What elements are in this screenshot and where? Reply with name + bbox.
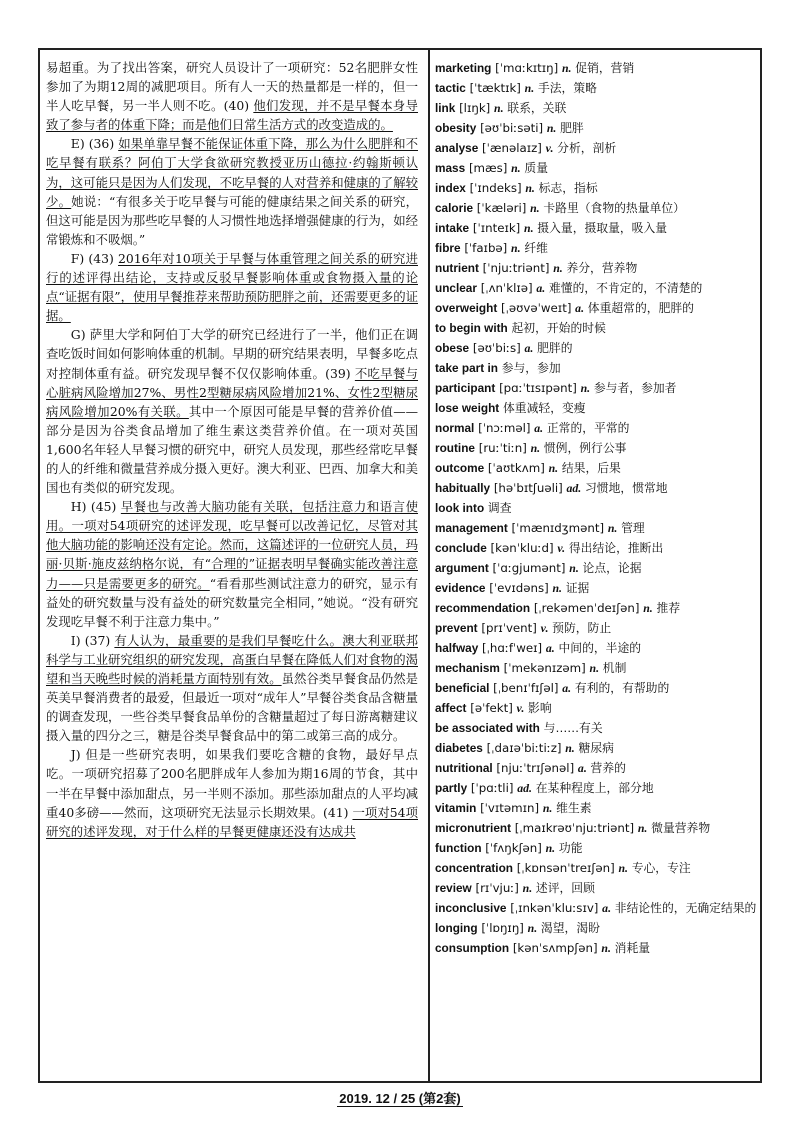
vocab-word: nutritional [435,761,493,775]
vocab-part-of-speech: v. [540,621,549,635]
vocab-definition: 结果，后果 [561,461,621,475]
vocab-part-of-speech: ad. [566,481,582,495]
vocab-entry [435,518,757,538]
vocab-phonetic: [ˈaʊtkʌm] [487,461,545,475]
page-footer [0,1088,800,1107]
vocab-entry [435,498,757,518]
vocab-part-of-speech: n. [530,441,541,455]
vocab-word: obesity [435,121,477,135]
vocab-entry [435,478,757,498]
vocab-word: argument [435,561,489,575]
paragraph [46,631,418,746]
vocab-word: lose weight [435,401,500,415]
vocab-word: tactic [435,81,466,95]
vocab-word: affect [435,701,467,715]
vocab-entry [435,658,757,678]
vocab-definition: 中间的，半途的 [558,641,642,655]
vocab-definition: 肥胖的 [537,341,573,355]
underlined-answer-text: 有人认为，最重要的是我们早餐吃什么。澳大利亚联邦科学与工业研究组织的研究发现，高蛋白早餐在降低人们对食物的渴望和当天晚些时候的消耗量方面特别有效。 [46,632,419,686]
vocab-definition: 手法，策略 [537,81,597,95]
vocab-phonetic: [ˈlɒŋɪŋ] [481,921,524,935]
vocab-entry [435,618,757,638]
vocab-definition: 非结论性的，无确定结果的 [614,901,757,915]
paragraph [46,497,418,631]
vocab-entry [435,778,757,798]
vocab-part-of-speech: n. [552,581,562,595]
vocab-entry [435,318,757,338]
vocab-part-of-speech: n. [601,941,611,955]
vocab-definition: 专心，专注 [631,861,691,875]
vocab-word: index [435,181,466,195]
vocab-definition: 论点，论据 [582,561,642,575]
paragraph-text: 虽然谷类早餐食品仍然是英美早餐消费者的最爱，但最近一项对“成年人”早餐谷类食品含糖量的调查发现，一些谷类早餐食品单份的含糖量超过了每日游离糖建议摄入量的四分之三，糖是谷类早餐食品中的第二或第三高的成分。 [46,671,419,744]
vocab-part-of-speech: n. [511,161,521,175]
vocab-part-of-speech: a. [534,421,544,435]
vocab-entry [435,558,757,578]
paragraph-text: E) (36) [70,136,119,152]
vocab-part-of-speech: n. [542,801,553,815]
vocab-definition: 预防，防止 [552,621,612,635]
paragraph-text: 其中一个原因可能是早餐的营养价值——部分是因为谷类食品增加了维生素这类营养价值。在一项对英国1,600名年轻人早餐习惯的研究中，研究人员发现，那些经常吃早餐的人的纤维和微量营养成分摄入更好。澳大利亚、巴西、加拿大和美国也有类似的研究发现。 [46,403,419,496]
vocab-word: vitamin [435,801,477,815]
vocab-definition: 正常的，平常的 [546,421,630,435]
vocab-word: consumption [435,941,510,955]
vocab-definition: 证据 [565,581,590,595]
underlined-answer-text: 早餐也与改善大脑功能有关联，包括注意力和语言使用。一项对54项研究的述评发现，吃早餐可以改善记忆，尽管对其他大脑功能的影响还没有定论。然而，这篇述评的一位研究人员，玛丽·贝斯·施皮兹纳格尔说，有“合理的”证据表明早餐确实能改善注意力——只是需要更多的研究。 [46,499,419,591]
vocab-entry [435,918,757,938]
vocab-word: function [435,841,482,855]
vocab-part-of-speech: a. [602,901,612,915]
footer-date-label: 2019. 12 / 25 (第2套) [339,1091,461,1106]
vocab-part-of-speech: n. [545,841,556,855]
vocab-phonetic: [əˈfekt] [470,701,513,715]
paragraph-text: 易超重。为了找出答案，研究人员设计了一项研究：52名肥胖女性参加了为期12周的减肥项目。所有人一天的热量都是一样的，但一半人吃早餐，另一半人则不吃。(40) [46,60,418,114]
vocab-entry [435,178,757,198]
vocab-part-of-speech: n. [525,181,535,195]
vocab-part-of-speech: n. [546,121,557,135]
vocab-entry [435,638,757,658]
vocab-part-of-speech: n. [511,241,521,255]
vocab-part-of-speech: n. [522,881,533,895]
vocab-definition: 质量 [524,161,548,175]
vocab-word: to begin with [435,321,508,335]
vocab-entry [435,538,757,558]
paragraph [46,745,418,840]
vocab-part-of-speech: n. [524,221,534,235]
paragraph-text: I) (37) [70,632,115,648]
vocab-part-of-speech: n. [524,81,535,95]
vocab-word: micronutrient [435,821,512,835]
vocab-entry [435,898,757,918]
vocab-definition: 述评，回顾 [535,881,595,895]
vocab-entry [435,938,757,958]
vocab-phonetic: [ˌrekəmenˈdeɪʃən] [533,601,640,615]
vocab-word: normal [435,421,475,435]
vocab-entry [435,78,757,98]
vocab-part-of-speech: n. [589,661,600,675]
vocab-phonetic: [lɪŋk] [459,101,491,115]
vocab-definition: 纤维 [524,241,548,255]
vocab-word: analyse [435,141,479,155]
vocab-definition: 营养的 [590,761,626,775]
vocab-part-of-speech: n. [580,381,591,395]
underlined-answer-text: 一项对54项研究的述评发现，对于什么样的早餐更健康还没有达成共 [46,804,418,839]
vocab-definition: 渴望，渴盼 [540,921,600,935]
vocab-word: inconclusive [435,901,507,915]
vocab-phonetic: [ˈmekənɪzəm] [503,661,586,675]
vocab-entry [435,238,757,258]
vocab-phonetic: [həˈbɪtʃuəli] [493,481,563,495]
vocab-entry [435,338,757,358]
vocab-phonetic: [ˈnjuːtriənt] [482,261,550,275]
vocab-definition: 推荐 [656,601,681,615]
vocab-phonetic: [prɪˈvent] [481,621,537,635]
vocab-part-of-speech: v. [557,541,566,555]
vocab-word: nutrient [435,261,479,275]
vocab-phonetic: [ˈtæktɪk] [469,81,521,95]
paragraph-text: 她说：“有很多关于吃早餐与可能的健康结果之间关系的研究，但这可能是因为那些吃早餐的人习惯性地选择增强健康的行为，如经常锻炼和不吸烟。” [46,193,418,247]
vocab-part-of-speech: n. [643,601,653,615]
vocab-phonetic: [ˈmænɪdʒmənt] [511,521,605,535]
vocab-phonetic: [ˈmɑːkɪtɪŋ] [495,61,559,75]
vocab-word: obese [435,341,470,355]
vocab-part-of-speech: n. [565,741,575,755]
vocab-definition: 标志，指标 [538,181,598,195]
vocab-phonetic: [kənˈsʌmpʃən] [512,941,598,955]
paragraph-text: G) 萨里大学和阿伯丁大学的研究已经进行了一半，他们正在调查吃饭时间如何影响体重的机制。早期的研究结果表明，早餐多吃点对控制体重有益。研究发现早餐不仅仅影响体重。(39) [46,327,418,381]
vocab-definition: 管理 [621,521,645,535]
vocab-word: overweight [435,301,498,315]
paragraph [46,58,418,134]
vocab-entry [435,698,757,718]
vocab-part-of-speech: v. [516,701,525,715]
vocab-definition: 维生素 [556,801,592,815]
vocab-definition: 体重减轻，变瘦 [503,401,586,415]
vocab-phonetic: [ˈfaɪbə] [464,241,508,255]
vocab-part-of-speech: a. [536,281,546,295]
vocab-word: link [435,101,456,115]
vocab-part-of-speech: a. [575,301,585,315]
vocab-word: take part in [435,361,498,375]
vocab-entry [435,758,757,778]
vocab-entry [435,818,757,838]
vocab-part-of-speech: n. [562,61,572,75]
vocab-entry [435,158,757,178]
vocab-word: concentration [435,861,513,875]
paragraph-text: “看看那些测试注意力的研究，显示有益处的研究数量与没有益处的研究数量完全相同，”她说。“没有研究发现吃早餐不利于注意力集中。” [46,575,418,629]
vocab-part-of-speech: ad. [517,781,532,795]
vocab-word: routine [435,441,475,455]
vocab-phonetic: [ˌɪnkənˈkluːsɪv] [510,901,599,915]
vocab-definition: 微量营养物 [651,821,711,835]
vocab-word: management [435,521,508,535]
vocab-part-of-speech: n. [569,561,579,575]
vocab-entry [435,98,757,118]
paragraph [46,249,418,325]
vocab-part-of-speech: n. [548,461,559,475]
vocab-entry [435,138,757,158]
vocab-phonetic: [ˌhɑːfˈweɪ] [482,641,543,655]
vocab-part-of-speech: n. [618,861,628,875]
vocab-definition: 参与，参加 [501,361,561,375]
vocab-phonetic: [pɑːˈtɪsɪpənt] [499,381,577,395]
vocab-word: be associated with [435,721,540,735]
paragraph [46,134,418,249]
vocab-entry [435,678,757,698]
paragraph-text: H) (45) [70,499,121,515]
vocab-entry [435,858,757,878]
vocab-word: marketing [435,61,492,75]
vocab-part-of-speech: n. [553,261,563,275]
vocab-part-of-speech: n. [494,101,504,115]
vocab-part-of-speech: n. [637,821,648,835]
vocab-entry [435,418,757,438]
vocab-part-of-speech: a. [562,681,572,695]
vocab-entry [435,738,757,758]
vocab-part-of-speech: n. [527,921,538,935]
vocab-entry [435,578,757,598]
vocab-entry [435,358,757,378]
vocab-part-of-speech: n. [607,521,618,535]
vocab-entry [435,878,757,898]
vocab-part-of-speech: a. [577,761,587,775]
vocab-phonetic: [ˈfʌŋkʃən] [485,841,542,855]
vocab-definition: 在某种程度上，部分地 [535,781,654,795]
vocab-phonetic: [ˈvɪtəmɪn] [480,801,540,815]
vocab-phonetic: [njuːˈtrɪʃənəl] [496,761,575,775]
vocab-definition: 机制 [602,661,627,675]
vocab-phonetic: [əʊˈbiːsəti] [480,121,544,135]
vocab-phonetic: [ˈevɪdəns] [489,581,549,595]
vocab-definition: 消耗量 [614,941,651,955]
vocab-phonetic: [kənˈkluːd] [490,541,554,555]
vocab-word: fibre [435,241,461,255]
vocab-word: evidence [435,581,486,595]
vocab-definition: 与……有关 [543,721,603,735]
vocab-definition: 分析，剖析 [557,141,617,155]
vocab-word: partly [435,781,468,795]
underlined-answer-text: 如果单靠早餐不能保证体重下降，那么为什么肥胖和不吃早餐有联系？阿伯丁大学食欲研究教授亚历山德拉·约翰斯顿认为，这可能只是因为人们发现，不吃早餐的人对营养和健康的了解较少。 [46,136,418,209]
vocab-definition: 惯例，例行公事 [543,441,627,455]
vocab-part-of-speech: a. [524,341,534,355]
vocabulary-column [435,58,757,958]
vocab-word: prevent [435,621,478,635]
vocab-word: longing [435,921,478,935]
vocab-entry [435,398,757,418]
vocab-entry [435,58,757,78]
vocab-part-of-speech: a. [545,641,555,655]
vocab-phonetic: [ˈkæləri] [476,201,527,215]
vocab-definition: 有利的，有帮助的 [574,681,670,695]
paragraph [46,325,418,497]
vocab-word: intake [435,221,470,235]
underlined-answer-text: 不吃早餐与心脏病风险增加27%、男性2型糖尿病风险增加21%、女性2型糖尿病风险增加20%有关联。 [46,365,419,419]
vocab-definition: 养分，营养物 [566,261,638,275]
vocab-definition: 卡路里（食物的热量单位） [543,201,685,215]
vocab-phonetic: [ˌəʊvəˈweɪt] [501,301,572,315]
underlined-answer-text: 2016年对10项关于早餐与体重管理之间关系的研究进行的述评得出结论，支持或反驳早餐影响体重或食物摄入量的论点“证据有限”，使用早餐推荐来帮助预防肥胖之前，还需要更多的证据。 [46,250,418,324]
vocab-entry [435,118,757,138]
vocab-word: beneficial [435,681,490,695]
vocab-definition: 体重超常的，肥胖的 [587,301,694,315]
vocab-phonetic: [mæs] [468,161,508,175]
underlined-answer-text: 他们发现，并不是早餐本身导致了参与者的体重下降；而是他们日常生活方式的改变造成的。 [46,98,419,133]
vocab-word: calorie [435,201,474,215]
vocab-word: mechanism [435,661,500,675]
passage-translation-column [46,58,418,841]
vocab-phonetic: [ruːˈtiːn] [478,441,527,455]
vocab-phonetic: [əʊˈbiːs] [472,341,521,355]
vocab-phonetic: [ˈpɑːtli] [470,781,514,795]
vocab-definition: 调查 [487,501,512,515]
vocab-phonetic: [rɪˈvjuː] [475,881,519,895]
vocab-definition: 促销，营销 [575,61,635,75]
vocab-phonetic: [ˌkɒnsənˈtreɪʃən] [516,861,615,875]
vocab-entry [435,438,757,458]
vocab-part-of-speech: n. [530,201,540,215]
vocab-phonetic: [ˈɑːgjumənt] [492,561,566,575]
paragraph-text: F) (43) [70,250,119,266]
vocab-definition: 联系，关联 [507,101,567,115]
vocab-word: conclude [435,541,487,555]
vocab-definition: 影响 [528,701,552,715]
vocab-definition: 功能 [558,841,583,855]
vocab-phonetic: [ˈɪndeks] [469,181,522,195]
vocab-definition: 糖尿病 [578,741,614,755]
vocab-entry [435,278,757,298]
vocab-definition: 摄入量，摄取量，吸入量 [537,221,668,235]
vocab-word: unclear [435,281,477,295]
vocab-definition: 参与者，参加者 [593,381,677,395]
vocab-word: participant [435,381,496,395]
vocab-phonetic: [ˈænəlaɪz] [482,141,542,155]
vocab-entry [435,378,757,398]
vocab-definition: 习惯地，惯常地 [585,481,668,495]
vocab-word: recommendation [435,601,531,615]
vocab-entry [435,198,757,218]
vocab-phonetic: [ˈɪnteɪk] [472,221,521,235]
vocab-word: halfway [435,641,479,655]
paragraph-text: J) 但是一些研究表明，如果我们要吃含糖的食物，最好早点吃。一项研究招募了200名肥胖成年人参加为期16周的节食，其中一半在早餐中添加甜点，另一半则不添加。那些添加甜点的人平均减重40多磅——然而，这项研究无法显示长期效果。(41) [46,747,418,820]
vocab-phonetic: [ˌdaɪəˈbiːtiːz] [486,741,562,755]
vocab-word: review [435,881,472,895]
vocab-phonetic: [ˌʌnˈklɪə] [480,281,533,295]
vocab-definition: 肥胖 [560,121,584,135]
vocab-entry [435,298,757,318]
vocab-definition: 难懂的，不肯定的，不清楚的 [548,281,703,295]
vocab-phonetic: [ˌbenɪˈfɪʃəl] [493,681,559,695]
vocab-word: mass [435,161,466,175]
vocab-entry [435,218,757,238]
vocab-entry [435,598,757,618]
vocab-entry [435,458,757,478]
vocab-phonetic: [ˌmaɪkrəʊˈnjuːtriənt] [514,821,635,835]
vocab-definition: 得出结论，推断出 [568,541,664,555]
vocab-word: outcome [435,461,485,475]
vocab-entry [435,718,757,738]
vocab-phonetic: [ˈnɔːməl] [478,421,531,435]
vocab-entry [435,258,757,278]
vocab-entry [435,838,757,858]
vocab-part-of-speech: v. [545,141,554,155]
column-divider [428,48,430,1083]
vocab-word: look into [435,501,485,515]
vocab-word: diabetes [435,741,483,755]
vocab-definition: 起初，开始的时候 [511,321,606,335]
vocab-entry [435,798,757,818]
vocab-word: habitually [435,481,491,495]
